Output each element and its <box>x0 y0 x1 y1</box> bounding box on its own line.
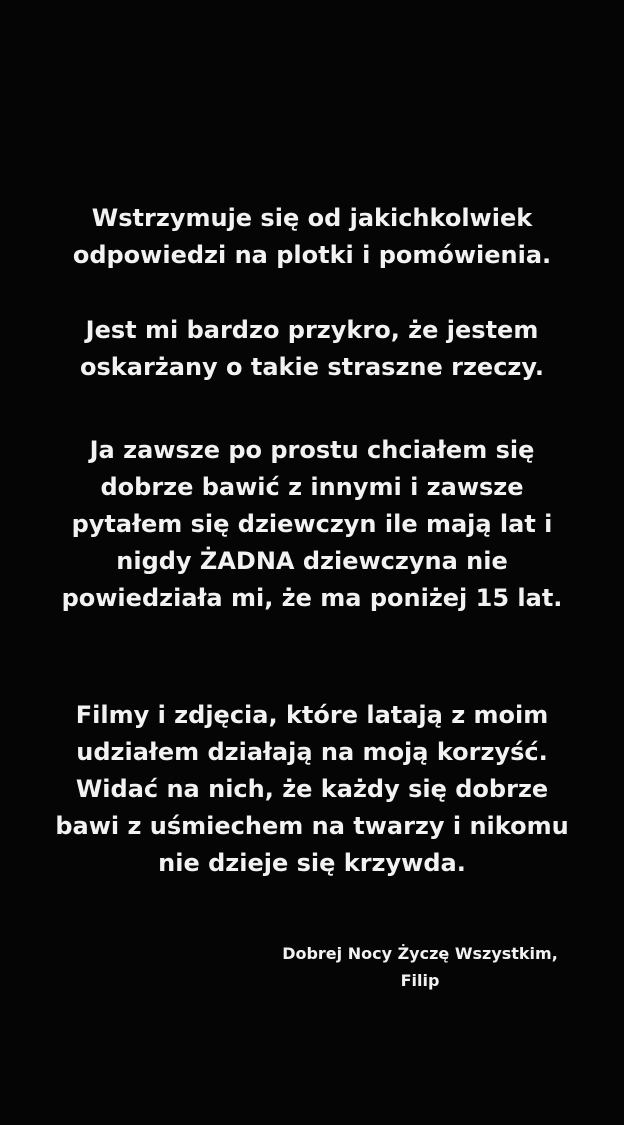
text-line: Filmy i zdjęcia, które latają z moim <box>75 701 549 729</box>
text-line: nie dzieje się krzywda. <box>158 849 466 877</box>
signature <box>230 940 610 994</box>
text-line: bawi z uśmiechem na twarzy i nikomu <box>55 812 569 840</box>
text-line: nigdy ŻADNA dziewczyna nie <box>116 547 508 575</box>
text-line: Wstrzymuje się od jakichkolwiek <box>91 204 533 232</box>
text-line: Widać na nich, że każdy się dobrze <box>75 775 549 803</box>
paragraph-apology <box>0 312 624 386</box>
text-line: odpowiedzi na plotki i pomówienia. <box>72 241 552 269</box>
text-line: Jest mi bardzo przykro, że jestem <box>85 316 539 344</box>
text-line: dobrze bawić z innymi i zawsze <box>100 473 524 501</box>
paragraph-films-photos <box>0 697 624 882</box>
paragraph-explanation <box>0 432 624 617</box>
signature-greeting: Dobrej Nocy Życzę Wszystkim, <box>282 944 558 963</box>
text-line: udziałem działają na moją korzyść. <box>76 738 548 766</box>
text-line: pytałem się dziewczyn ile mają lat i <box>71 510 553 538</box>
text-line: Ja zawsze po prostu chciałem się <box>89 436 535 464</box>
text-line: powiedziała mi, że ma poniżej 15 lat. <box>61 584 563 612</box>
paragraph-refrain-statement <box>0 200 624 274</box>
signature-name: Filip <box>400 971 440 990</box>
text-line: oskarżany o takie straszne rzeczy. <box>80 353 544 381</box>
